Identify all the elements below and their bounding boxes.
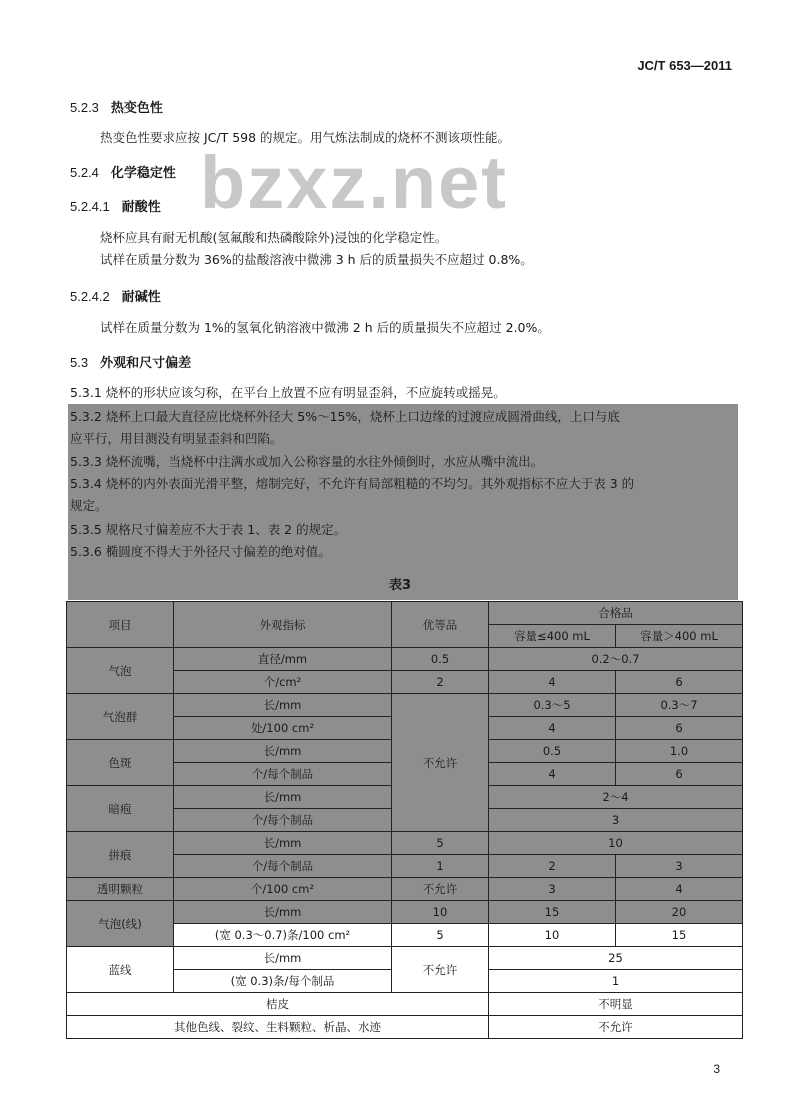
table-cell: 长/mm xyxy=(174,694,392,717)
table-cell: 直径/mm xyxy=(174,648,392,671)
table-cell: 长/mm xyxy=(174,832,392,855)
heading-5-2-4-2: 5.2.4.2 耐碱性 xyxy=(70,289,161,305)
table-cell: 2～4 xyxy=(489,786,743,809)
table-cell: 10 xyxy=(392,901,489,924)
header-capacity-gt: 容量＞400 mL xyxy=(616,625,743,648)
table-cell: 长/mm xyxy=(174,740,392,763)
table-cell: 4 xyxy=(489,763,616,786)
heading-5-2-3: 5.2.3 热变色性 xyxy=(70,100,163,116)
table-cell: 15 xyxy=(616,924,743,947)
clause-5-3-5: 5.3.5 规格尺寸偏差应不大于表 1、表 2 的规定。 xyxy=(70,522,347,537)
standard-code: JC/T 653—2011 xyxy=(637,58,732,73)
table-cell: 长/mm xyxy=(174,786,392,809)
heading-5-2-4-1: 5.2.4.1 耐酸性 xyxy=(70,199,161,215)
para-acid-1: 烧杯应具有耐无机酸(氢氟酸和热磷酸除外)浸蚀的化学稳定性。 xyxy=(100,230,448,245)
table-cell: 0.3～7 xyxy=(616,694,743,717)
table-cell: 个/每个制品 xyxy=(174,809,392,832)
table-cell: (宽 0.3～0.7)条/100 cm² xyxy=(174,924,392,947)
table-title: 表3 xyxy=(388,578,412,593)
header-qualified: 合格品 xyxy=(489,602,743,625)
table-cell: 不允许 xyxy=(392,878,489,901)
row-other-defects-item: 其他色线、裂纹、生料颗粒、析晶、水迹 xyxy=(67,1016,489,1039)
clause-5-3-1: 5.3.1 烧杯的形状应该匀称，在平台上放置不应有明显歪斜，不应旋转或摇晃。 xyxy=(70,385,506,400)
table-cell: 4 xyxy=(489,671,616,694)
table-cell: 不允许 xyxy=(489,1016,743,1039)
table-cell: 1.0 xyxy=(616,740,743,763)
table-cell: 5 xyxy=(392,832,489,855)
heading-5-2-4: 5.2.4 化学稳定性 xyxy=(70,165,176,181)
row-seam-mark-item: 拼痕 xyxy=(67,832,174,878)
table-cell: 10 xyxy=(489,924,616,947)
page-number: 3 xyxy=(713,1062,720,1076)
table-cell: 10 xyxy=(489,832,743,855)
table-cell: 6 xyxy=(616,717,743,740)
table-cell: 0.2～0.7 xyxy=(489,648,743,671)
clause-5-3-4-cont: 规定。 xyxy=(70,498,108,513)
table-cell: 1 xyxy=(489,970,743,993)
table-cell: 3 xyxy=(489,878,616,901)
clause-5-3-4: 5.3.4 烧杯的内外表面光滑平整，熔制完好，不允许有局部粗糙的不均匀。其外观指标不应大于表 3 的 xyxy=(70,476,635,491)
clause-5-3-2: 5.3.2 烧杯上口最大直径应比烧杯外径大 5%～15%，烧杯上口边缘的过渡应成圆滑曲线，上口与底 xyxy=(70,409,620,424)
table-cell: 3 xyxy=(616,855,743,878)
table-cell: 个/100 cm² xyxy=(174,878,392,901)
clause-5-3-6: 5.3.6 椭圆度不得大于外径尺寸偏差的绝对值。 xyxy=(70,544,331,559)
header-indicator: 外观指标 xyxy=(174,602,392,648)
table-cell: 个/每个制品 xyxy=(174,763,392,786)
table-cell: 0.5 xyxy=(489,740,616,763)
table-cell: 处/100 cm² xyxy=(174,717,392,740)
table-cell: 6 xyxy=(616,763,743,786)
appearance-spec-table xyxy=(66,601,743,1039)
row-hidden-blister-item: 暗疱 xyxy=(67,786,174,832)
table-cell: 2 xyxy=(392,671,489,694)
row-bubble-item: 气泡 xyxy=(67,648,174,694)
table-cell: 3 xyxy=(489,809,743,832)
table-cell: 15 xyxy=(489,901,616,924)
row-blue-line-item: 蓝线 xyxy=(67,947,174,993)
table-cell: 0.5 xyxy=(392,648,489,671)
heading-5-3: 5.3 外观和尺寸偏差 xyxy=(70,355,192,371)
para-acid-2: 试样在质量分数为 36%的盐酸溶液中微沸 3 h 后的质量损失不应超过 0.8%。 xyxy=(100,252,533,267)
row-orange-peel-item: 桔皮 xyxy=(67,993,489,1016)
header-superior: 优等品 xyxy=(392,602,489,648)
header-item: 项目 xyxy=(67,602,174,648)
row-transparent-particle-item: 透明颗粒 xyxy=(67,878,174,901)
table-cell: 20 xyxy=(616,901,743,924)
row-color-spot-item: 色斑 xyxy=(67,740,174,786)
watermark: bzxz.net xyxy=(200,141,508,224)
clause-5-3-3: 5.3.3 烧杯流嘴，当烧杯中注满水或加入公称容量的水往外倾倒时，水应从嘴中流出。 xyxy=(70,454,544,469)
para-thermal-shock: 热变色性要求应按 JC/T 598 的规定。用气炼法制成的烧杯不测该项性能。 xyxy=(100,130,511,145)
row-bubble-line-item: 气泡(线) xyxy=(67,901,174,947)
table-cell: 长/mm xyxy=(174,947,392,970)
table-cell: 4 xyxy=(489,717,616,740)
table-cell: 5 xyxy=(392,924,489,947)
table-cell: 不明显 xyxy=(489,993,743,1016)
header-capacity-le: 容量≤400 mL xyxy=(489,625,616,648)
row-bubble-group-item: 气泡群 xyxy=(67,694,174,740)
table-cell: 个/每个制品 xyxy=(174,855,392,878)
para-alkali: 试样在质量分数为 1%的氢氧化钠溶液中微沸 2 h 后的质量损失不应超过 2.0%。 xyxy=(100,320,550,335)
table-cell: 6 xyxy=(616,671,743,694)
table-cell: 长/mm xyxy=(174,901,392,924)
not-allowed-merged-cell: 不允许 xyxy=(392,694,489,832)
table-cell: 0.3～5 xyxy=(489,694,616,717)
clause-5-3-2-cont: 应平行，用目测没有明显歪斜和凹陷。 xyxy=(70,431,283,446)
table-cell: 4 xyxy=(616,878,743,901)
table-cell: (宽 0.3)条/每个制品 xyxy=(174,970,392,993)
table-cell: 25 xyxy=(489,947,743,970)
table-cell: 2 xyxy=(489,855,616,878)
table-cell: 1 xyxy=(392,855,489,878)
table-cell: 个/cm² xyxy=(174,671,392,694)
table-cell: 不允许 xyxy=(392,947,489,993)
